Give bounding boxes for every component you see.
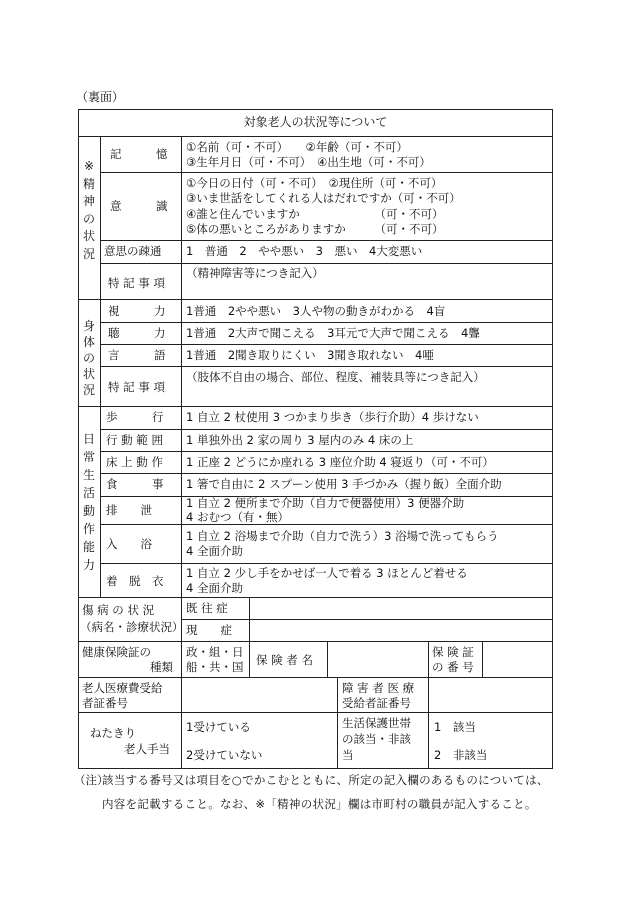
daily-range-line-1: 1 単独外出 2 家の周り 3 屋内のみ 4 床の上 xyxy=(186,433,414,447)
physical-speech-label: 言 語 xyxy=(108,348,166,362)
welfare-label-line-3: 当 xyxy=(342,748,354,762)
daily-dressing-line-1: 1 自立 2 少し手をかせば一人で着る 3 ほとんど着せる xyxy=(186,566,468,580)
daily-walking-line-1: 1 自立 2 杖使用 3 つかまり歩き（歩行介助）4 歩けない xyxy=(186,410,479,424)
daily-eating-line-1: 1 箸で自由に 2 スプーン使用 3 手づかみ（握り飯）全面介助 xyxy=(186,477,502,491)
medical-label-line-1: 老人医療費受給 xyxy=(82,681,163,695)
insurance-label-line-1: 健康保険証の xyxy=(82,645,151,659)
daily-group-label: 日常生活動作能力 xyxy=(82,432,95,572)
daily-dressing-label: 着 脱 衣 xyxy=(106,574,164,588)
mental-communication-label: 意思の疎通 xyxy=(104,244,162,258)
mental-memory-line-2: ③生年月日（可・不可） ④出生地（可・不可） xyxy=(186,155,431,169)
physical-hearing-label: 聴 力 xyxy=(108,326,166,340)
disabled-medical-label-line-2: 受給者証番号 xyxy=(342,696,411,710)
daily-bed-movement-label: 床 上 動 作 xyxy=(106,455,163,469)
mental-memory-label: 記 憶 xyxy=(110,147,168,161)
physical-group-label: 身体の状況 xyxy=(82,319,95,397)
daily-bed-movement-line-1: 1 正座 2 どうにか座れる 3 座位介助 4 寝返り（可・不可） xyxy=(186,455,494,469)
daily-eating-label: 食 事 xyxy=(106,477,164,491)
medical-label-line-2: 者証番号 xyxy=(82,696,128,710)
insurer-name-label: 保 険 者 名 xyxy=(256,653,313,667)
page-side-label: （裏面） xyxy=(76,90,125,104)
mental-memory-line-1: ①名前（可・不可） ②年齢（可・不可） xyxy=(186,140,408,154)
mental-consciousness-line-3: ④誰と住んでいますか （可・不可） xyxy=(186,207,444,221)
physical-speech-line-1: 1普通 2聞き取りにくい 3聞き取れない 4唖 xyxy=(186,348,434,362)
note-prefix: （注） xyxy=(74,773,109,787)
note-text: 該当する番号又は項目を○でかこむとともに、所定の記入欄のあるものについては、内容を記載すること。なお、※「精神の状況」欄は市町村の職員が記入すること。 xyxy=(102,773,549,811)
daily-bathing-line-1: 1 自立 2 浴場まで介助（自力で洗う）3 浴場で洗ってもらう xyxy=(186,529,499,543)
daily-walking-label: 歩 行 xyxy=(106,410,164,424)
physical-special-notes-line-1: （肢体不自由の場合、部位、程度、補装具等につき記入） xyxy=(186,370,485,384)
bedridden-option-1: 1受けている xyxy=(186,720,251,734)
illness-past-label: 既 往 症 xyxy=(186,601,228,615)
daily-bathing-line-2: 4 全面介助 xyxy=(186,544,243,558)
bedridden-option-2: 2受けていない xyxy=(186,748,263,762)
bedridden-label-line-2: 老人手当 xyxy=(124,742,170,756)
insurance-type-line-2: 船・共・国 xyxy=(186,660,244,674)
mental-communication-line-1: 1 普通 2 やや悪い 3 悪い 4大変悪い xyxy=(186,244,423,258)
daily-toileting-label: 排 泄 xyxy=(106,503,152,517)
mental-group-label: ※精神の状況 xyxy=(82,159,95,261)
illness-label-line-2: （病名・診療状況） xyxy=(80,620,184,634)
welfare-option-1: 1 該当 xyxy=(434,720,476,734)
disabled-medical-label-line-1: 障 害 者 医 療 xyxy=(342,681,415,695)
illness-label-line-1: 傷 病 の 状 況 xyxy=(82,603,155,617)
mental-consciousness-line-2: ③いま世話をしてくれる人はだれですか（可・不可） xyxy=(186,191,461,205)
physical-hearing-line-1: 1普通 2大声で聞こえる 3耳元で大声で聞こえる 4聾 xyxy=(186,326,480,340)
bedridden-label-line-1: ねたきり xyxy=(90,726,136,740)
welfare-option-2: 2 非該当 xyxy=(434,748,488,762)
insurance-number-label-line-1: 保 険 証 xyxy=(432,645,474,659)
illness-current-label: 現 症 xyxy=(186,623,232,637)
insurance-type-line-1: 政・組・日 xyxy=(186,645,244,659)
mental-consciousness-line-4: ⑤体の悪いところがありますか （可・不可） xyxy=(186,222,444,236)
welfare-label-line-1: 生活保護世帯 xyxy=(342,716,411,730)
daily-dressing-line-2: 4 全面介助 xyxy=(186,581,243,595)
physical-vision-label: 視 力 xyxy=(108,304,166,318)
insurance-number-label-line-2: の 番 号 xyxy=(432,660,474,674)
daily-toileting-line-1: 1 自立 2 便所まで介助（自力で便器使用）3 便器介助 xyxy=(186,496,465,510)
mental-special-notes-label: 特 記 事 項 xyxy=(108,276,165,290)
welfare-label-line-2: の該当・非該 xyxy=(342,732,411,746)
insurance-label-line-2: 種類 xyxy=(150,660,173,674)
form-title: 対象老人の状況等について xyxy=(243,115,388,129)
daily-range-label: 行 動 範 囲 xyxy=(106,433,163,447)
mental-special-notes-line-1: （精神障害等につき記入） xyxy=(186,266,324,280)
physical-special-notes-label: 特 記 事 項 xyxy=(108,380,165,394)
daily-toileting-line-2: 4 おむつ（有・無） xyxy=(186,510,289,524)
physical-vision-line-1: 1普通 2やや悪い 3人や物の動きがわかる 4盲 xyxy=(186,304,446,318)
daily-bathing-label: 入 浴 xyxy=(106,537,152,551)
mental-consciousness-label: 意 識 xyxy=(110,199,168,213)
mental-consciousness-line-1: ①今日の日付（可・不可） ②現住所（可・不可） xyxy=(186,176,443,190)
